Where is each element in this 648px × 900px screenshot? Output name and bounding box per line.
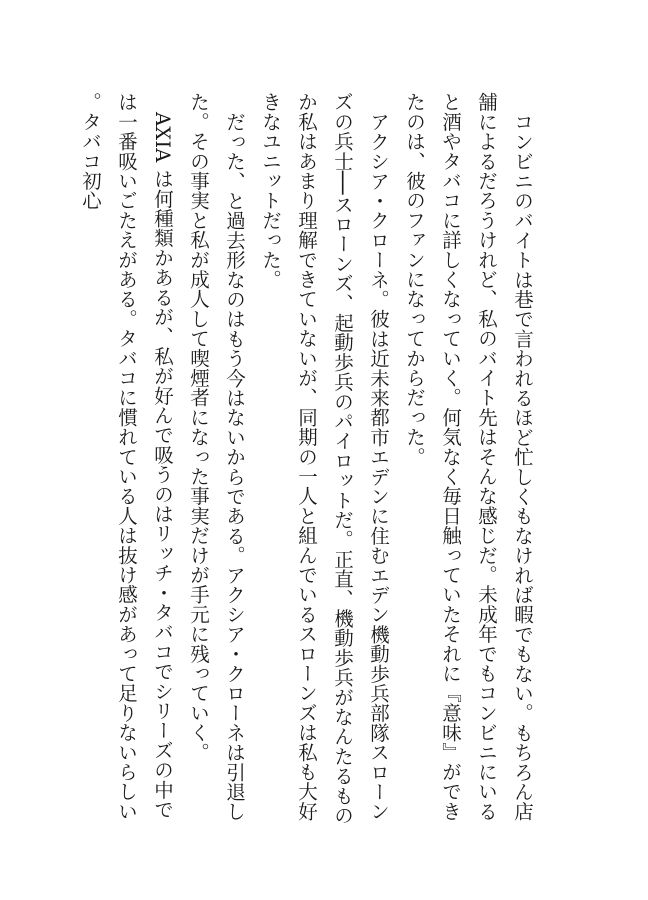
paragraph-1: コンビニのバイトは巷で言われるほど忙しくもなければ暇でもない。もちろん店舗によるだろうけれど、私のバイト先はそんな感じだ。未成年でもコンビニにいると酒やタバコに詳しくなっていく。何気なく毎日触っていたそれに『意味』ができたのは、彼のファンになってからだった。: [403, 92, 534, 821]
paragraph-2: アクシア・クローネ。彼は近未来都市エデンに住むエデン機動歩兵部隊スローンズの兵士──スローンズ、起動歩兵のパイロットだ。正直、機動歩兵がなんたるものか私はあまり理解できていないが、同期の一人と組んでいるスローンズは私も大好きなユニットだった。: [259, 92, 390, 826]
vertical-text-body: [72, 92, 540, 832]
paragraph-4: AXIA は何種類かあるが、私が好んで吸うのはリッチ・タバコでシリーズの中では一番吸いごたえがある。タバコに慣れている人は抜け感があって足りないらしい。タバコ初心: [79, 92, 174, 821]
paragraph-3: だった、と過去形なのはもう今はないからである。アクシア・クローネは引退した。その事実と私が成人して喫煙者になった事実だけが手元に残っていく。: [187, 92, 246, 821]
